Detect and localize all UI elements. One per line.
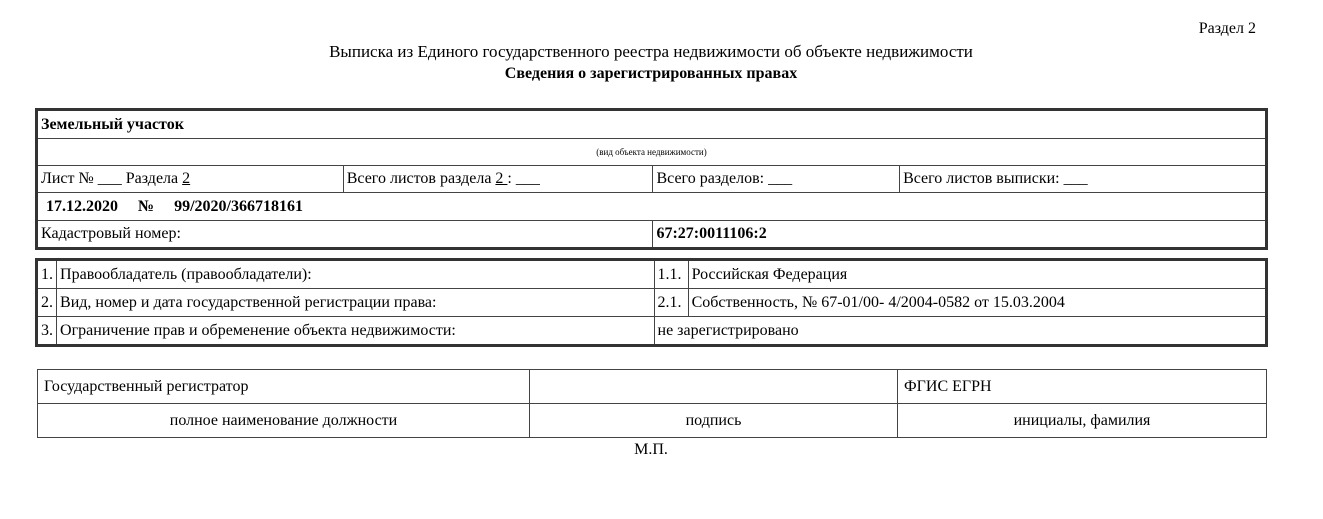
extract-number: 99/2020/366718161 [174,197,303,215]
date-number-cell [37,193,1267,221]
extract-date: 17.12.2020 [46,197,118,215]
number-sign: № [138,197,155,215]
cadastral-number: 67:27:0011106:2 [653,221,1267,249]
registrar-signature [530,370,898,404]
signature-table [37,369,1267,438]
row-label: Вид, номер и дата государственной регистрации права: [57,289,654,317]
row-subnumber: 1.1. [654,260,688,289]
sheet-label: Лист № ___ Раздела [41,170,179,187]
sheets-in-section-value: 2 [495,170,508,187]
object-type: Земельный участок [37,110,1267,139]
document-title: Выписка из Единого государственного реестра недвижимости об объекте недвижимости [329,42,973,61]
object-type-caption: (вид объекта недвижимости) [37,139,1267,166]
sheets-in-section-label: Всего листов раздела [346,170,492,187]
total-sheets: Всего листов выписки: ___ [900,166,1267,193]
position-caption: полное наименование должности [38,404,530,438]
section-label: Раздел 2 [1198,20,1256,37]
registrar-position: Государственный регистратор [38,370,530,404]
sheets-in-section-suffix: : ___ [507,170,540,187]
sheet-number-cell [37,166,344,193]
cadastral-label: Кадастровый номер: [37,221,653,249]
total-sections: Всего разделов: ___ [653,166,900,193]
row-label: Ограничение прав и обременение объекта недвижимости: [57,317,654,346]
row-subnumber: 2.1. [654,289,688,317]
table-row [37,317,1267,346]
row-number: 1. [37,260,57,289]
row-value: Собственность, № 67-01/00- 4/2004-0582 от 15.03.2004 [688,289,1266,317]
registrar-initials: ФГИС ЕГРН [898,370,1267,404]
object-info-table [35,108,1268,250]
signature-caption: подпись [530,404,898,438]
sheet-section-value: 2 [182,170,191,187]
row-value: Российская Федерация [688,260,1266,289]
row-number: 3. [37,317,57,346]
sheets-in-section-cell [343,166,653,193]
row-label: Правообладатель (правообладатели): [57,260,654,289]
table-row [37,260,1267,289]
row-value: не зарегистрировано [654,317,1267,346]
stamp-placeholder: М.П. [634,441,668,458]
row-number: 2. [37,289,57,317]
rights-table [35,258,1268,347]
initials-caption: инициалы, фамилия [898,404,1267,438]
table-row [37,289,1267,317]
document-subtitle: Сведения о зарегистрированных правах [504,65,798,82]
